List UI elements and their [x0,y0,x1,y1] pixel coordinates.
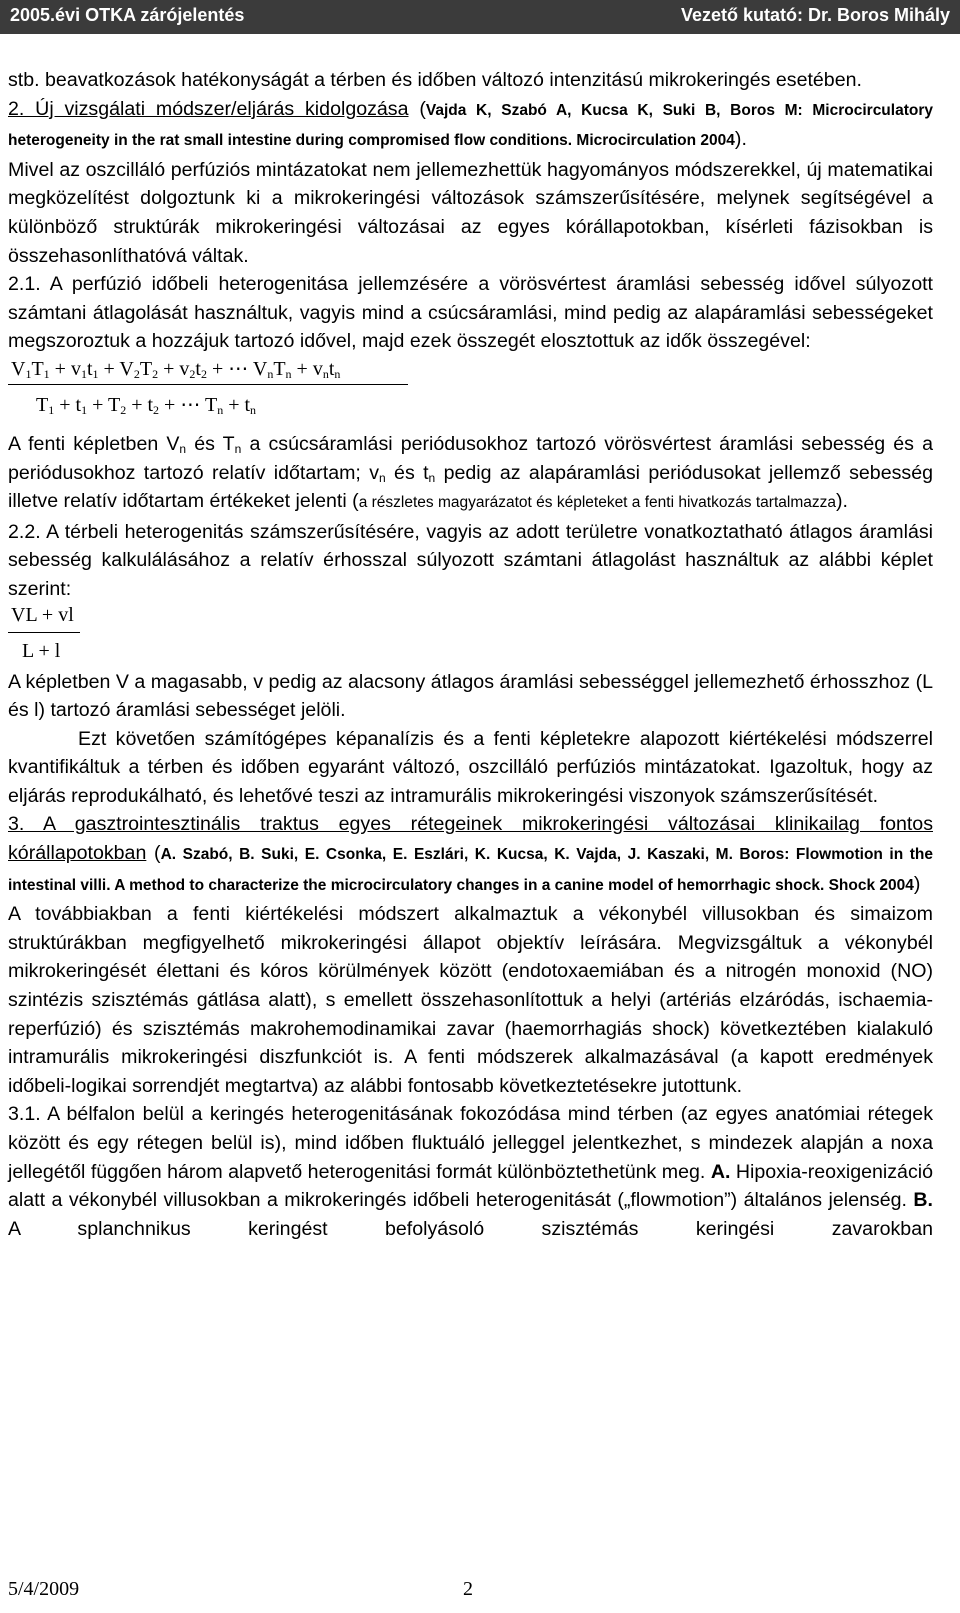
paragraph-2-2: 2.2. A térbeli heterogenitás számszerűsítésére, vagyis az adott területre vonatkoztatható átlagos áramlási sebesség kalkulálásához a relatív érhosszal súlyozott számtani átlagolást használtuk az alábbi képlet szerint: [8,520,933,600]
header-lead-researcher: Vezető kutató: Dr. Boros Mihály [680,5,950,25]
footer-date: 5/4/2009 [8,1578,80,1600]
formula-1-numerator: $V_1T_1 + v_1t_1 + V_2T_2 + v_2t_2$ + ⋯ $V_nT_n + v_nt_n$ [11,357,341,381]
paragraph-evaluation-summary: Ezt követően számítógépes képanalízis és a fenti képletekre alapozott kiértékelési módszerrel kvantifikáltuk a térben és időben egyaránt változó, oszcilláló perfúziós mintázatokat. Igazoltuk, hogy az eljárás reprodukálható, és lehetővé teszi az intramurális mikrokeringési viszonyok számszerűsítését. [8,727,933,807]
section-3-reference: A. Szabó, B. Suki, E. Csonka, E. Eszlári, K. Kucsa, K. Vajda, J. Kaszaki, M. Boros: Flowmotion in the intestinal villi. A method to characterize the microcirculatory changes in a canine model of hemorrhagic shock. Shock 2004 [8,846,933,894]
paragraph-method-rationale: Mivel az oszcilláló perfúziós mintázatokat nem jellemezhettük hagyományos módszerekkel, új matematikai megközelítést dolgoztunk ki a mikrokeringési változások számszerűsítésére, melynek segítségével a különböző struktúrák mikrokeringési változásai az egyes kórállapotokban, kísérleti fázisokban is összehasonlíthatóvá váltak. [8,158,933,267]
paragraph-2-1: 2.1. A perfúzió időbeli heterogenitása jellemzésére a vörösvértest áramlási sebesség idővel súlyozott számtani átlagolását használtuk, vagyis mind a csúcsáramlási, mind pedig az alapáramlási sebességeket megszoroztuk a hozzájuk tartozó idővel, majd ezek összegét elosztottuk az idők összegével: [8,273,933,353]
paragraph-formula-2-explanation: A képletben V a magasabb, v pedig az alacsony átlagos áramlási sebességgel jellemezhető érhosszhoz (L és l) tartozó áramlási sebességet jelöli. [8,670,933,722]
section-3-title: 3. A gasztrointesztinális traktus egyes rétegeinek mikrokeringési változásai klinikailag fontos kórállapotokban [8,813,933,865]
formula-note: a részletes magyarázatot és képleteket a fenti hivatkozás tartalmazza [358,494,836,512]
ref-close-paren: ). [734,128,747,151]
formula-spatial-weighted-average [8,604,933,668]
document-body [8,66,933,1272]
section-2-heading-paragraph [8,95,933,156]
header-report-title: 2005.évi OTKA zárójelentés [10,5,245,25]
formula-temporal-weighted-average [8,356,933,430]
section-2-reference: Vajda K, Szabó A, Kucsa K, Suki B, Boros M: Microcirculatory heterogeneity in the rat small intestine during compromised flow conditions. Microcirculation 2004 [8,101,933,150]
ref-open-paren: ( [419,97,426,120]
item-a-marker: A. [710,1160,731,1183]
paragraph-intro-continuation: stb. beavatkozások hatékonyságát a térben és időben változó intenzitású mikrokeringés esetében. [8,69,862,91]
paragraph-section-3-body: A továbbiakban a fenti kiértékelési módszert alkalmaztuk a vékonybél villusokban és simaizom struktúrákban megfigyelhető mikrokeringési állapot objektív leírására. Megvizsgáltuk a vékonybél mikrokeringését élettani és kóros körülmények között (endotoxaemiában és a nitrogén monoxid (NO) szintézis szisztémás gátlása alatt), s emellett összehasonlítottuk a helyi (artériás elzáródás, ischaemia-reperfúzió) és szisztémás makrohemodinamikai zavar (haemorrhagiás shock) következtében kialakuló intramurális mikrokeringési diszfunkciót is. A fenti módszerek alkalmazásával (a kapott eredmények időbeli-logikai sorrendjét megtartva) az alábbi fontosabb következtetésekre jutottunk. [8,903,933,1097]
item-b-marker: B. [913,1189,933,1212]
document-header [0,0,960,34]
formula-1-denominator: $T_1 + t_1 + T_2 + t_2$ + ⋯ $T_n + t_n$ [36,393,257,417]
formula-2-fraction-bar [8,632,80,633]
section-2-title: 2. Új vizsgálati módszer/eljárás kidolgozása [8,97,409,120]
formula-2-numerator: VL + vl [11,603,74,626]
section-3-heading-paragraph: 3. A gasztrointesztinális traktus egyes rétegeinek mikrokeringési változásai klinikailag fontos kórállapotokban (A. Szabó, B. Suki, E. Csonka, E. Eszlári, K. Kucsa, K. Vajda, J. Kaszaki, M. Boros: Flowmotion in the intestinal villi. A method to characterize the microcirculatory changes in a canine model of hemorrhagic shock. Shock 2004) [8,813,933,895]
formula-1-fraction-bar [8,384,408,385]
formula-2-denominator: L + l [22,639,61,662]
paragraph-formula-1-explanation: A fenti képletben $V_n$ és $T_n$ a csúcsáramlási periódusokhoz tartozó vörösvértest áramlási sebesség és a periódusokhoz tartozó relatív időtartam; $v_n$ és $t_n$ pedig az alapáramlási periódusokat jellemző sebesség illetve relatív időtartam értékeket jelenti (a részletes magyarázatot és képleteket a fenti hivatkozás tartalmazza). [8,432,933,513]
paragraph-3-1: 3.1. A bélfalon belül a keringés heterogenitásának fokozódása mind térben (az egyes anatómiai rétegek között és egy rétegen belül is), mind időben fluktuáló jelleggel jelentkezhet, s mindezek alapján a noxa jellegétől függően három alapvető heterogenitási formát különböztethetünk meg. A. Hipoxia-reoxigenizáció alatt a vékonybél villusokban a mikrokeringés időbeli heterogenitását („flowmotion”) általános jelenség. B. A splanchnikus keringést befolyásoló szisztémás keringési zavarokban [8,1103,934,1240]
page-number: 2 [463,1578,473,1600]
